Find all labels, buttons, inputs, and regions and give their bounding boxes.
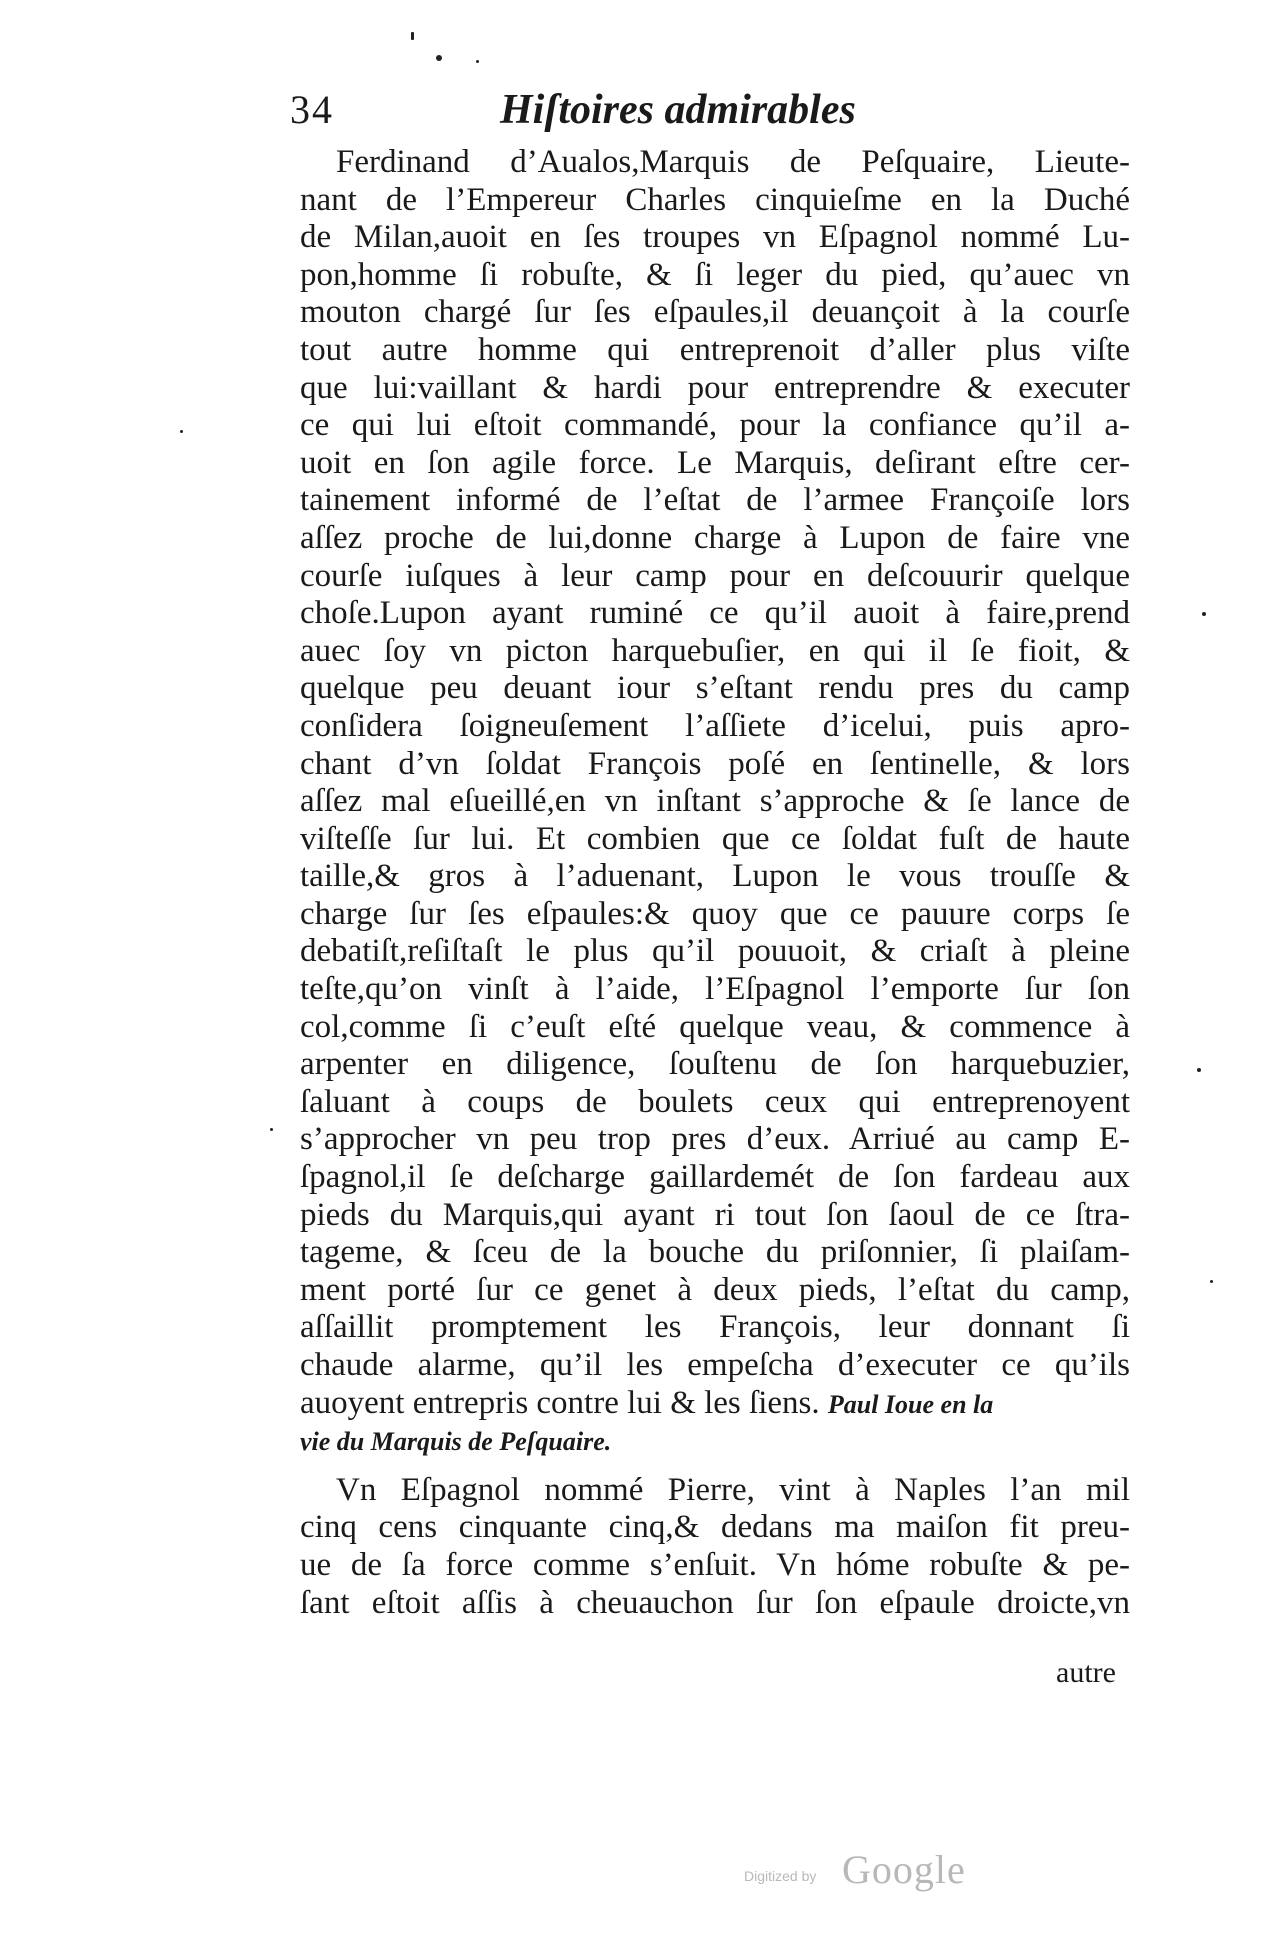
text-line: ment porté ſur ce genet à deux pieds, l’eſtat du camp, (300, 1271, 1130, 1308)
text-line: s’approcher vn peu trop pres d’eux. Arriué au camp E- (300, 1121, 1130, 1158)
text-line: tainement informé de l’eſtat de l’armee Françoiſe lors (300, 482, 1130, 519)
ink-speck (1202, 612, 1206, 616)
text-line: col,comme ſi c’euſt eſté quelque veau, & commence à (300, 1008, 1130, 1045)
text-line: de Milan,auoit en ſes troupes vn Eſpagnol nommé Lu- (300, 219, 1130, 256)
text-line: viſteſſe ſur lui. Et combien que ce ſoldat fuſt de haute (300, 820, 1130, 857)
watermark-prefix: Digitized by (744, 1868, 817, 1884)
ink-speck (411, 32, 414, 40)
ink-speck (436, 55, 442, 61)
text-line: chaude alarme, qu’il les empeſcha d’executer ce qu’ils (300, 1347, 1130, 1383)
ink-speck (270, 1128, 273, 1131)
text-line-end: auoyent entrepris contre lui & les ſiens. (300, 1384, 820, 1421)
running-title: Hiſtoires admirables (500, 87, 856, 133)
text-line: debatiſt,reſiſtaſt le plus qu’il pouuoit, & criaſt à pleine (300, 933, 1130, 970)
ink-speck (1197, 1068, 1201, 1072)
text-line: ſaluant à coups de boulets ceux qui entreprenoyent (300, 1083, 1130, 1120)
catchword: autre (1056, 1656, 1116, 1689)
text-line: Vn Eſpagnol nommé Pierre, vint à Naples l’an mil (336, 1471, 1130, 1508)
text-line-with-note (300, 1385, 1130, 1423)
text-line: ſant eſtoit aſſis à cheuauchon ſur ſon eſpaule droicte,vn (300, 1584, 1130, 1621)
text-line: ue de ſa force comme s’enſuit. Vn hóme robuſte & pe- (300, 1546, 1130, 1583)
google-logo: Google (842, 1847, 966, 1892)
text-line: uoit en ſon agile force. Le Marquis, deſirant eſtre cer- (300, 444, 1130, 481)
text-line: pon,homme ſi robuſte, & ſi leger du pied, qu’auec vn (300, 256, 1130, 293)
text-line: courſe iuſques à leur camp pour en deſcouurir quelque (300, 557, 1130, 594)
paragraph-1 (300, 144, 1130, 1460)
text-line: aſſez mal eſueillé,en vn inſtant s’approche & ſe lance de (300, 783, 1130, 820)
text-line: pieds du Marquis,qui ayant ri tout ſon ſaoul de ce ſtra- (300, 1196, 1130, 1233)
text-line: arpenter en diligence, ſouſtenu de ſon harquebuzier, (300, 1046, 1130, 1083)
body-text (300, 144, 1130, 1622)
page-number: 34 (290, 87, 334, 132)
text-line: auec ſoy vn picton harquebuſier, en qui il ſe fioit, & (300, 632, 1130, 669)
text-line: chant d’vn ſoldat François poſé en ſentinelle, & lors (300, 745, 1130, 782)
text-line: taille,& gros à l’aduenant, Lupon le vous trouſſe & (300, 858, 1130, 895)
paragraph-2 (300, 1472, 1130, 1622)
text-line: Ferdinand d’Aualos,Marquis de Peſquaire, Lieute- (336, 144, 1130, 180)
text-line: mouton chargé ſur ſes eſpaules,il deuançoit à la courſe (300, 294, 1130, 331)
text-line: aſſez proche de lui,donne charge à Lupon de faire vne (300, 519, 1130, 556)
text-line: cinq cens cinquante cinq,& dedans ma maiſon fit preu- (300, 1509, 1130, 1546)
text-line: choſe.Lupon ayant ruminé ce qu’il auoit à faire,prend (300, 595, 1130, 632)
text-line (300, 1422, 1130, 1460)
paragraph-gap (300, 1460, 1130, 1472)
text-line: ſpagnol,il ſe deſcharge gaillardemét de ſon fardeau aux (300, 1159, 1130, 1196)
text-line: nant de l’Empereur Charles cinquieſme en la Duché (300, 181, 1130, 218)
text-line: teſte,qu’on vinſt à l’aide, l’Eſpagnol l’emporte ſur ſon (300, 971, 1130, 1008)
text-line: ce qui lui eſtoit commandé, pour la confiance qu’il a- (300, 407, 1130, 444)
page-header (290, 86, 890, 146)
text-line: conſidera ſoigneuſement l’aſſiete d’icelui, puis apro- (300, 707, 1130, 744)
ink-speck (476, 60, 479, 63)
text-line: que lui:vaillant & hardi pour entreprendre & executer (300, 369, 1130, 406)
ink-speck (1210, 1280, 1213, 1283)
text-line: tageme, & ſceu de la bouche du priſonnier, ſi plaiſam- (300, 1234, 1130, 1271)
text-line: charge ſur ſes eſpaules:& quoy que ce pauure corps ſe (300, 895, 1130, 932)
text-line: tout autre homme qui entreprenoit d’aller plus viſte (300, 331, 1130, 368)
digitized-watermark (744, 1846, 1004, 1896)
text-line: quelque peu deuant iour s’eſtant rendu pres du camp (300, 670, 1130, 707)
ink-speck (180, 430, 183, 433)
source-note: vie du Marquis de Peſquaire. (300, 1427, 612, 1457)
text-line: aſſaillit promptement les François, leur donnant ſi (300, 1309, 1130, 1346)
source-note: Paul Ioue en la (827, 1389, 994, 1419)
